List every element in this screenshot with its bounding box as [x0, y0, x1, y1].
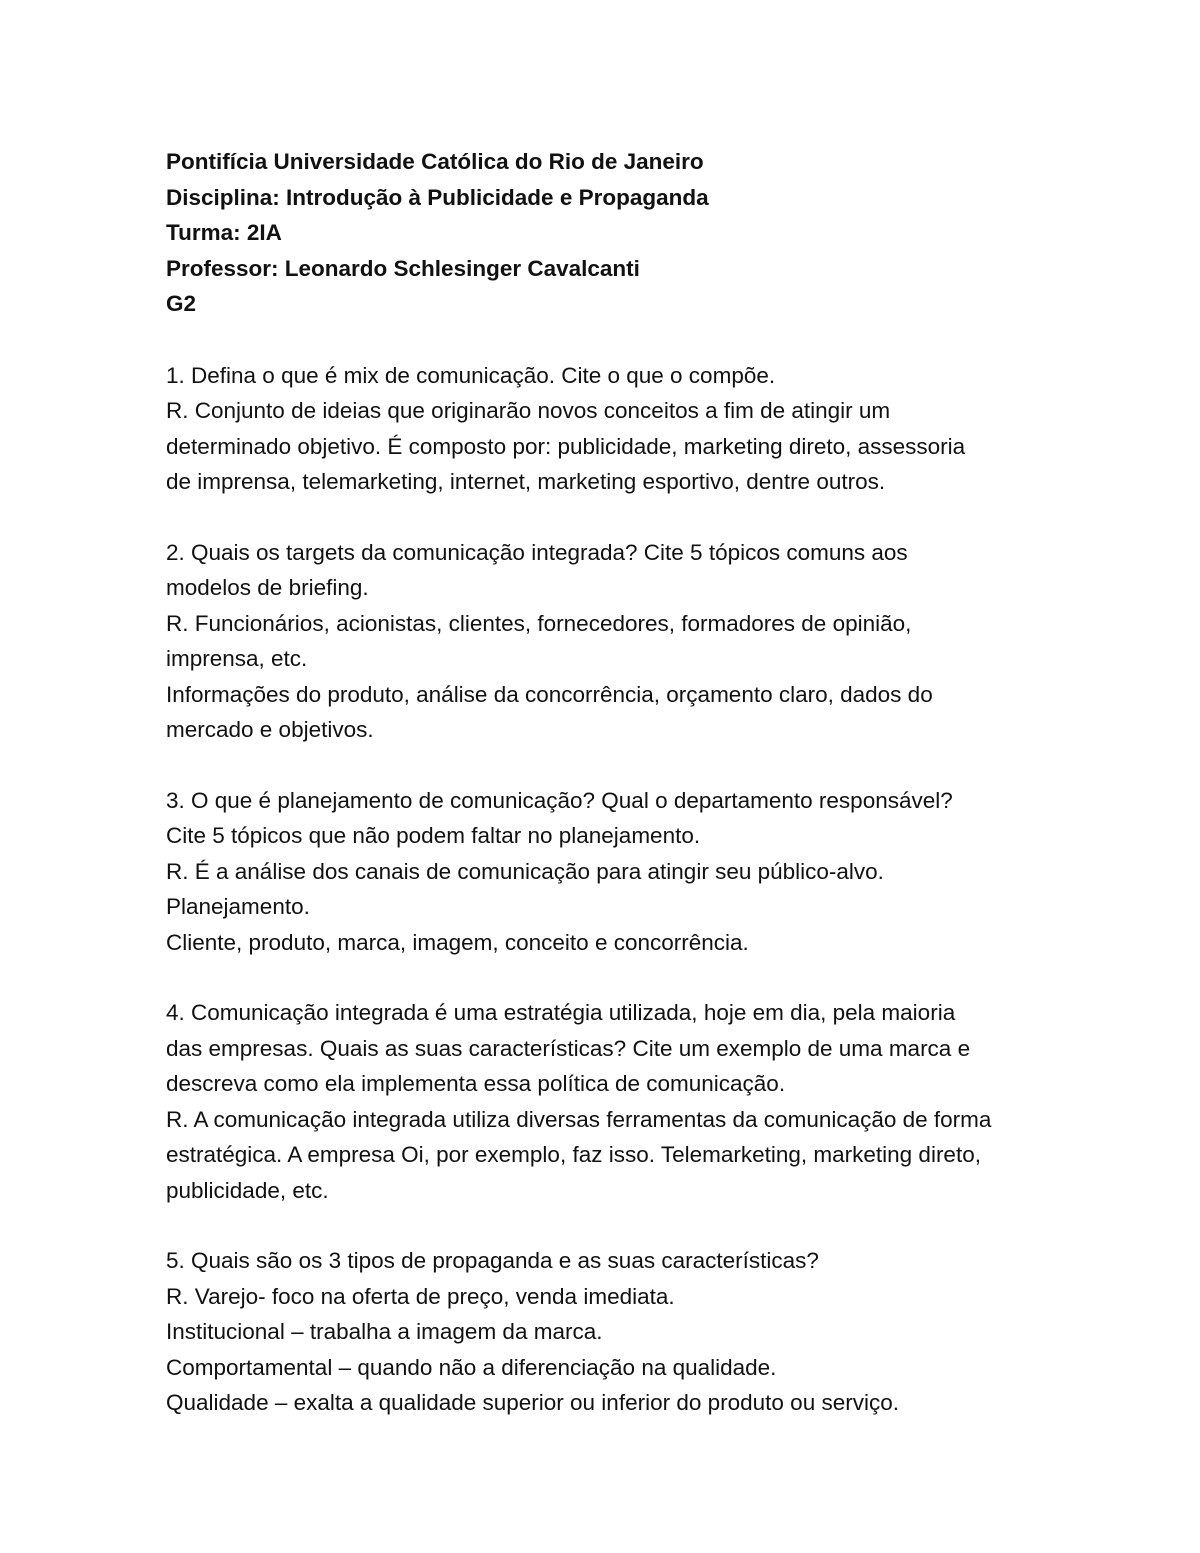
question-1-line: determinado objetivo. É composto por: publicidade, marketing direto, assessoria — [166, 433, 966, 459]
question-5-line: Institucional – trabalha a imagem da marca. — [166, 1319, 603, 1344]
question-4-line: 4. Comunicação integrada é uma estratégia utilizada, hoje em dia, pela maioria — [166, 1000, 956, 1025]
question-2-line: 2. Quais os targets da comunicação integrada? Cite 5 tópicos comuns aos — [166, 539, 908, 565]
question-4-line: estratégica. A empresa Oi, por exemplo, faz isso. Telemarketing, marketing direto, — [166, 1142, 981, 1167]
question-4-line: R. A comunicação integrada utiliza diversas ferramentas da comunicação de forma — [166, 1106, 992, 1132]
document-header — [166, 144, 1066, 322]
question-1-line: 1. Defina o que é mix de comunicação. Cite o que o compõe. — [166, 362, 776, 388]
question-3-line: Planejamento. — [166, 894, 310, 919]
question-2-line: R. Funcionários, acionistas, clientes, fornecedores, formadores de opinião, — [166, 610, 912, 636]
question-4-line: descreva como ela implementa essa política de comunicação. — [166, 1071, 786, 1096]
discipline-line: Disciplina: Introdução à Publicidade e Propaganda — [166, 184, 709, 210]
question-2-line: imprensa, etc. — [166, 646, 308, 671]
question-2-line: Informações do produto, análise da concorrência, orçamento claro, dados do — [166, 681, 933, 707]
question-4-line: das empresas. Quais as suas características? Cite um exemplo de uma marca e — [166, 1035, 971, 1061]
question-4-line: publicidade, etc. — [166, 1177, 329, 1203]
question-2-line: mercado e objetivos. — [166, 717, 374, 742]
document-page — [166, 144, 1066, 1421]
question-1-line: R. Conjunto de ideias que originarão novos conceitos a fim de atingir um — [166, 398, 891, 423]
question-2 — [166, 535, 1066, 748]
question-5-line: Comportamental – quando não a diferenciação na qualidade. — [166, 1354, 777, 1380]
university-name: Pontifícia Universidade Católica do Rio de Janeiro — [166, 149, 704, 174]
question-3-line: Cliente, produto, marca, imagem, conceito e concorrência. — [166, 929, 749, 955]
question-3 — [166, 783, 1066, 961]
question-1 — [166, 358, 1066, 500]
exam-label: G2 — [166, 291, 197, 316]
question-3-line: 3. O que é planejamento de comunicação? Qual o departamento responsável? — [166, 787, 953, 813]
professor-line: Professor: Leonardo Schlesinger Cavalcanti — [166, 255, 640, 281]
question-4 — [166, 995, 1066, 1208]
question-5-line: Qualidade – exalta a qualidade superior ou inferior do produto ou serviço. — [166, 1390, 899, 1415]
question-5 — [166, 1243, 1066, 1421]
question-3-line: Cite 5 tópicos que não podem faltar no planejamento. — [166, 823, 701, 848]
question-2-line: modelos de briefing. — [166, 575, 369, 600]
question-5-line: R. Varejo- foco na oferta de preço, venda imediata. — [166, 1283, 675, 1309]
class-line: Turma: 2IA — [166, 220, 282, 245]
question-1-line: de imprensa, telemarketing, internet, marketing esportivo, dentre outros. — [166, 469, 886, 494]
question-5-line: 5. Quais são os 3 tipos de propaganda e as suas características? — [166, 1248, 819, 1273]
question-3-line: R. É a análise dos canais de comunicação para atingir seu público-alvo. — [166, 858, 884, 884]
